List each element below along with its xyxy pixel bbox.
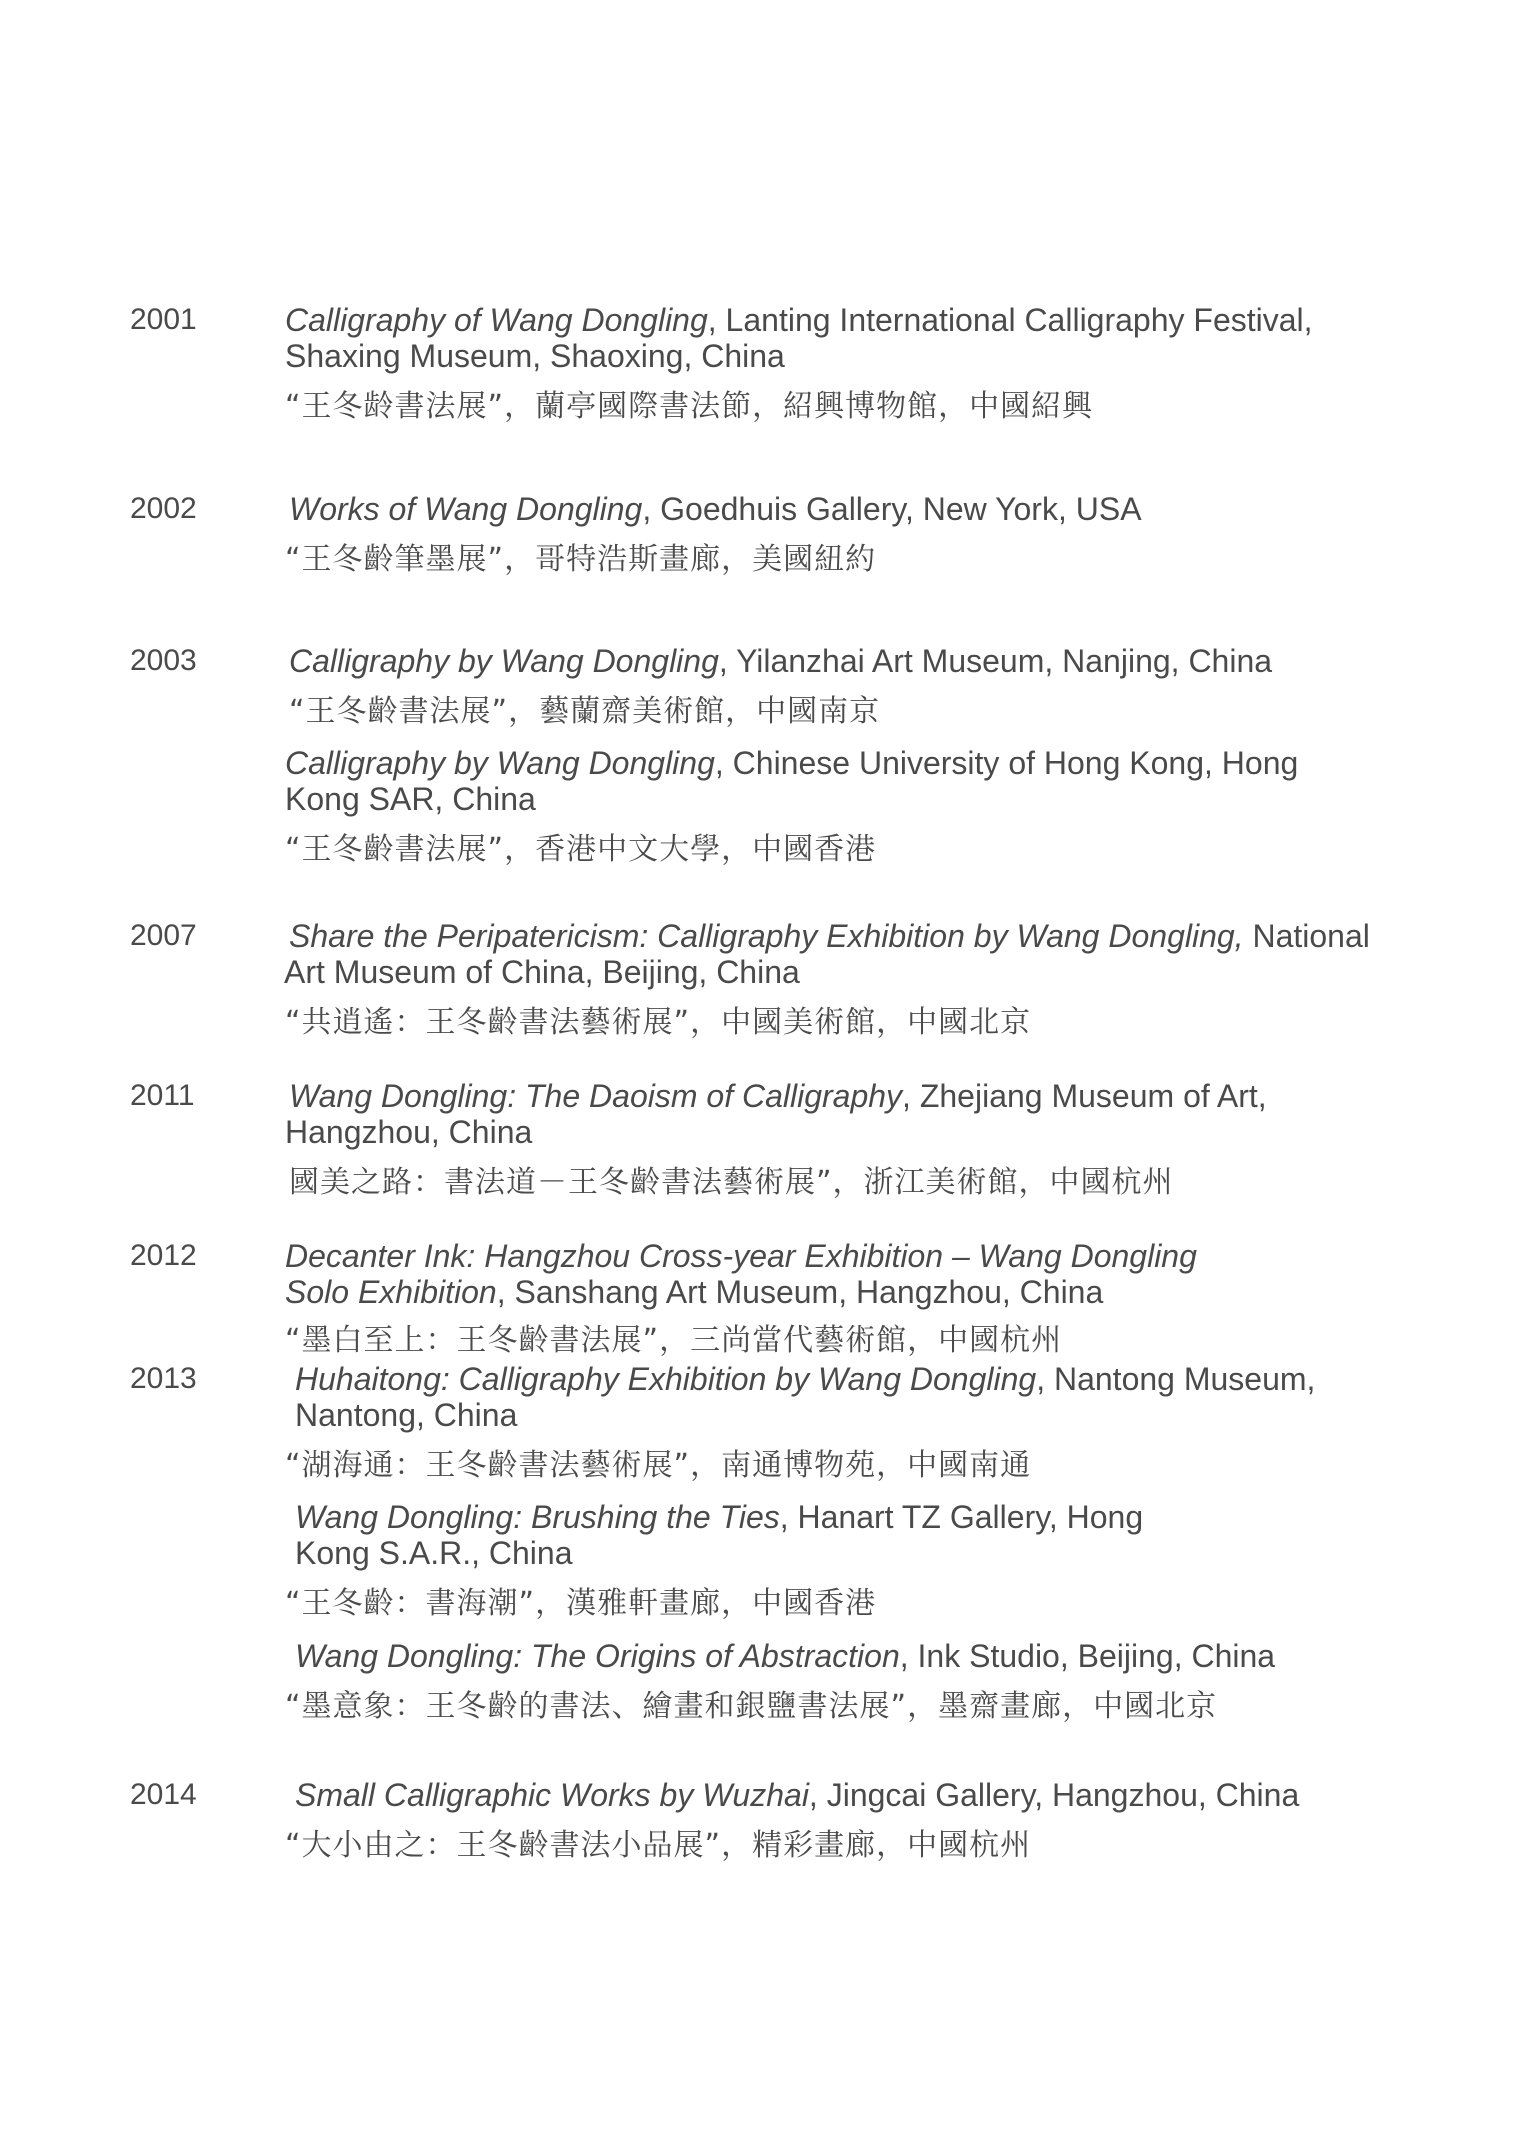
exhibition-line [285,1238,1197,1274]
exhibition-chinese: “王冬齡：書海潮”，漢雅軒畫廊，中國香港 [285,1586,877,1621]
exhibition-title: Share the Peripatericism: Calligraphy Exhibition by Wang Dongling, [289,918,1244,954]
exhibition-title: Decanter Ink: Hangzhou Cross-year Exhibition – Wang Dongling [285,1238,1197,1274]
exhibition-title: Wang Dongling: The Daoism of Calligraphy [289,1078,903,1114]
exhibition-line [289,491,1142,527]
exhibition-chinese: “墨意象：王冬齡的書法、繪畫和銀鹽書法展”，墨齋畫廊，中國北京 [285,1689,1218,1724]
exhibition-venue: Kong SAR, China [285,781,536,817]
exhibition-venue: National [1243,918,1370,954]
exhibition-line [289,918,1370,954]
exhibition-venue: , Lanting International Calligraphy Festival, [707,302,1313,338]
exhibition-venue: , Zhejiang Museum of Art, [902,1078,1267,1114]
exhibition-title: Calligraphy of Wang Dongling [285,302,708,338]
exhibition-venue: Art Museum of China, Beijing, China [284,954,800,990]
exhibition-title: Huhaitong: Calligraphy Exhibition by Wang Dongling [295,1361,1037,1397]
exhibition-line [289,643,1272,679]
year-label: 2011 [130,1079,195,1112]
exhibition-venue: , Yilanzhai Art Museum, Nanjing, China [718,643,1273,679]
exhibition-title: Wang Dongling: The Origins of Abstraction [295,1638,900,1674]
exhibition-venue: Shaxing Museum, Shaoxing, China [285,338,785,374]
exhibition-chinese: “湖海通：王冬齡書法藝術展”，南通博物苑，中國南通 [285,1448,1032,1483]
exhibition-venue: , Sanshang Art Museum, Hangzhou, China [496,1274,1104,1310]
exhibition-title: Solo Exhibition [285,1274,497,1310]
exhibition-line [285,745,1298,781]
exhibition-line [289,1078,1267,1114]
exhibition-chinese: 國美之路：書法道－王冬齡書法藝術展”，浙江美術館，中國杭州 [289,1165,1174,1200]
exhibition-title: Wang Dongling: Brushing the Ties [295,1499,780,1535]
exhibition-line [285,1114,532,1150]
exhibition-line [285,1274,1103,1310]
year-label: 2007 [130,919,197,952]
exhibition-venue: , Ink Studio, Beijing, China [899,1638,1276,1674]
year-label: 2013 [130,1362,197,1395]
year-label: 2003 [130,644,197,677]
exhibition-chinese: “王冬齡筆墨展”，哥特浩斯畫廊，美國紐約 [285,542,877,577]
exhibition-venue: , Hanart TZ Gallery, Hong [779,1499,1144,1535]
exhibition-title: Calligraphy by Wang Dongling [285,745,715,781]
exhibition-chinese: “王冬齡書法展”，香港中文大學，中國香港 [285,832,877,867]
exhibition-line [295,1499,1143,1535]
year-label: 2012 [130,1239,197,1272]
year-label: 2001 [130,303,197,336]
exhibition-venue: Kong S.A.R., China [295,1535,573,1571]
exhibition-line [295,1361,1315,1397]
year-label: 2014 [130,1778,197,1811]
exhibition-line [295,1777,1299,1813]
exhibition-venue: , Chinese University of Hong Kong, Hong [714,745,1299,781]
exhibition-venue: Hangzhou, China [285,1114,533,1150]
exhibition-venue: , Nantong Museum, [1036,1361,1316,1397]
exhibition-chinese: “王冬龄書法展”，蘭亭國際書法節，紹興博物館，中國紹興 [285,389,1094,424]
exhibition-venue: , Goedhuis Gallery, New York, USA [642,491,1142,527]
exhibition-line [285,781,536,817]
exhibition-chinese: “大小由之：王冬齡書法小品展”，精彩畫廊，中國杭州 [285,1828,1032,1863]
exhibition-venue: , Jingcai Gallery, Hangzhou, China [808,1777,1300,1813]
exhibition-title: Small Calligraphic Works by Wuzhai [295,1777,809,1813]
year-label: 2002 [130,492,197,525]
exhibition-line [295,1638,1275,1674]
exhibition-chinese: “墨白至上：王冬齡書法展”，三尚當代藝術館，中國杭州 [285,1323,1063,1358]
exhibition-line [295,1535,572,1571]
exhibition-line [285,338,785,374]
exhibition-chinese: “共逍遙：王冬齡書法藝術展”，中國美術館，中國北京 [285,1005,1032,1040]
exhibition-line [295,1397,517,1433]
exhibition-title: Calligraphy by Wang Dongling [289,643,719,679]
exhibition-line [285,302,1313,338]
exhibition-venue: Nantong, China [295,1397,518,1433]
exhibition-title: Works of Wang Dongling [289,491,643,527]
exhibition-chinese: “王冬齡書法展”，藝蘭齋美術館，中國南京 [289,694,881,729]
exhibition-line [284,954,800,990]
